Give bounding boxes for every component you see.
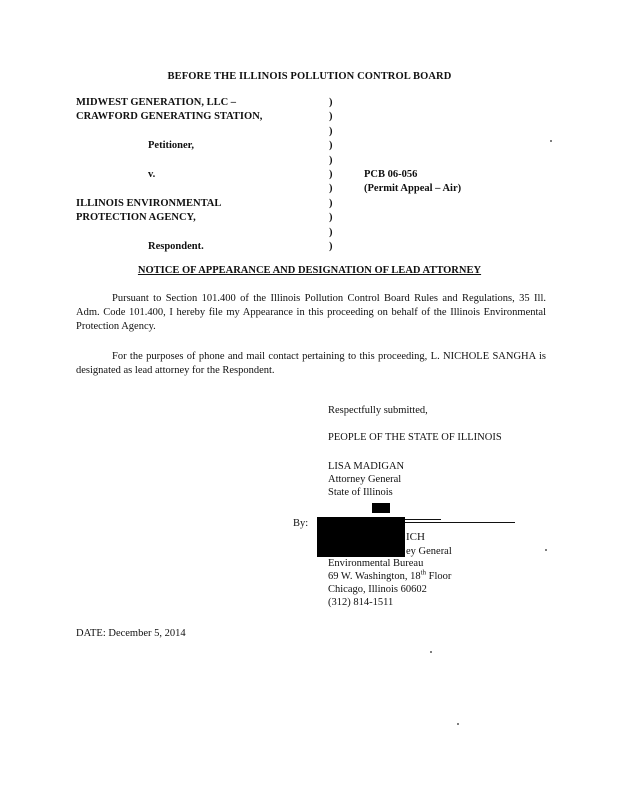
street-address: [328, 570, 451, 583]
case-caption-parties: [76, 96, 316, 254]
phone-number: (312) 814-1511: [328, 597, 394, 608]
notice-title: NOTICE OF APPEARANCE AND DESIGNATION OF LEAD ATTORNEY: [137, 265, 482, 276]
caption-paren: ): [329, 197, 333, 209]
signature-line: [405, 522, 515, 523]
street-address-floor: Floor: [426, 571, 452, 582]
paragraph-lead-attorney: For the purposes of phone and mail contact pertaining to this proceeding, L. NICHOLE SANGHA is designated as lead attorney for the Respondent.: [76, 351, 546, 377]
court-heading: BEFORE THE ILLINOIS POLLUTION CONTROL BOARD: [167, 71, 452, 82]
closing-text: Respectfully submitted,: [328, 405, 428, 416]
caption-paren: ): [329, 97, 333, 108]
party-line: [328, 431, 502, 444]
party-text: PEOPLE OF THE STATE OF ILLINOIS: [328, 432, 502, 443]
street-address-main: 69 W. Washington, 18: [328, 571, 421, 582]
caption-paren: ): [329, 183, 333, 195]
respondent-name-line1: ILLINOIS ENVIRONMENTAL: [76, 197, 222, 209]
signer-title-partial: ey General: [406, 546, 452, 557]
caption-paren: ): [329, 140, 333, 152]
caption-paren: ): [329, 168, 333, 180]
scan-speck: [545, 549, 547, 551]
city-state-zip: Chicago, Illinois 60602: [328, 584, 427, 595]
ag-state: State of Illinois: [328, 487, 393, 498]
respondent-name-line2: PROTECTION AGENCY,: [76, 212, 196, 224]
caption-paren: ): [329, 125, 333, 137]
caption-paren: ): [329, 212, 333, 224]
case-number: PCB 06-056: [364, 169, 418, 180]
scan-speck: [550, 140, 552, 142]
signer-address-block: [328, 557, 451, 609]
versus-label: v.: [148, 168, 156, 180]
caption-paren: ): [329, 111, 333, 123]
case-number-block: [364, 168, 461, 197]
petitioner-name-line2: CRAWFORD GENERATING STATION,: [76, 111, 263, 123]
signer-name-partial: ICH: [406, 531, 425, 543]
by-label: By:: [293, 518, 309, 529]
caption-paren: ): [329, 154, 333, 166]
signature-underline-short: [405, 519, 441, 520]
case-type: (Permit Appeal – Air): [364, 183, 462, 195]
caption-paren: ): [329, 226, 333, 238]
bureau-name: Environmental Bureau: [328, 558, 424, 569]
attorney-general-block: [328, 460, 404, 499]
petitioner-role: Petitioner,: [148, 140, 194, 152]
ag-title: Attorney General: [328, 474, 402, 485]
paragraph-appearance: Pursuant to Section 101.400 of the Illinois Pollution Control Board Rules and Regulations, 35 Ill. Adm. Code 101.400, I hereby file my Appearance in this proceeding on behalf of the Illinois Environmental Protection Agency.: [76, 293, 546, 333]
scan-speck: [457, 723, 459, 725]
caption-parentheses: [329, 96, 339, 254]
date-line: DATE: December 5, 2014: [76, 628, 186, 639]
signature-scribble: [372, 503, 390, 513]
street-address-ordinal: th: [420, 568, 427, 577]
redaction-box: [317, 517, 405, 557]
respondent-role: Respondent.: [148, 240, 204, 252]
closing-line: [328, 404, 428, 417]
caption-paren: ): [329, 240, 333, 252]
scan-speck: [430, 651, 432, 653]
petitioner-name-line1: MIDWEST GENERATION, LLC –: [76, 97, 237, 108]
ag-name: LISA MADIGAN: [328, 461, 405, 472]
